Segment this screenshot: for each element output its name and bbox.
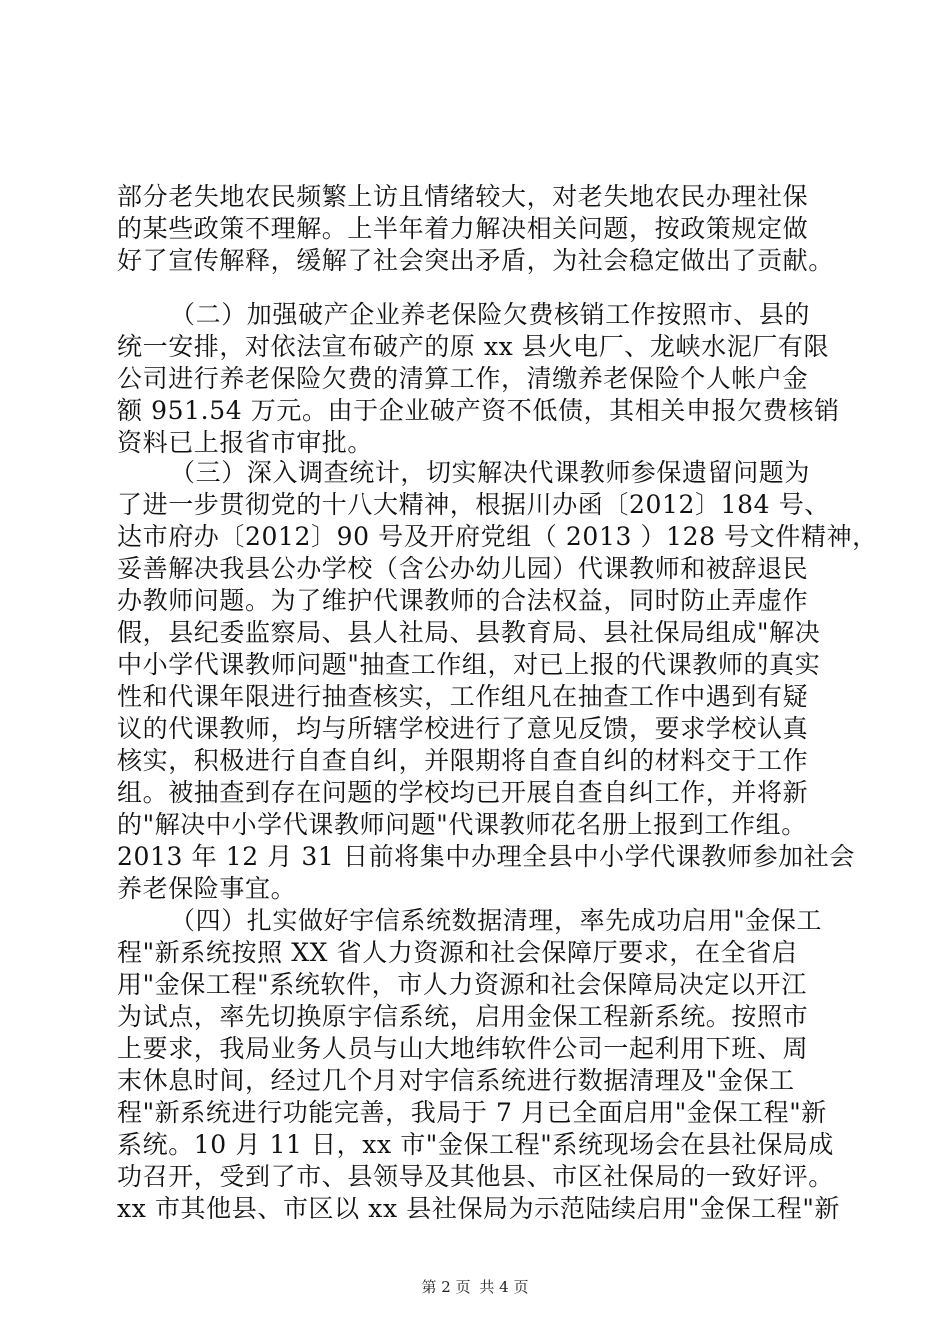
text-line: 用"金保工程"系统软件，市人力资源和社会保障局决定以开江 — [117, 970, 807, 999]
text-line: 中小学代课教师问题"抽查工作组，对已上报的代课教师的真实 — [117, 650, 821, 679]
text-line: 养老保险事宜。 — [117, 874, 297, 903]
page-total: 共 4 页 — [479, 1278, 529, 1296]
text-line: 性和代课年限进行抽查核实，工作组凡在抽查工作中遇到有疑 — [117, 682, 809, 711]
text-line: （二）加强破产企业养老保险欠费核销工作按照市、县的 — [170, 300, 811, 329]
text-line: 程"新系统进行功能完善，我局于 7 月已全面启用"金保工程"新 — [117, 1098, 827, 1127]
text-line: 核实，积极进行自查自纠，并限期将自查自纠的材料交于工作 — [117, 746, 809, 775]
page-number: 第 2 页 — [421, 1278, 471, 1296]
text-line: 资料已上报省市审批。 — [117, 428, 374, 457]
text-line: xx 市其他县、市区以 xx 县社保局为示范陆续启用"金保工程"新 — [117, 1194, 841, 1223]
text-line: 好了宣传解释，缓解了社会突出矛盾，为社会稳定做出了贡献。 — [117, 246, 834, 275]
text-line: 了进一步贯彻党的十八大精神，根据川办函〔2012〕184 号、 — [117, 490, 830, 519]
page-footer — [0, 1276, 950, 1297]
text-line: 议的代课教师，均与所辖学校进行了意见反馈，要求学校认真 — [117, 714, 809, 743]
text-line: 末休息时间，经过几个月对宇信系统进行数据清理及"金保工 — [117, 1066, 795, 1095]
text-line: 组。被抽查到存在问题的学校均已开展自查自纠工作，并将新 — [117, 778, 809, 807]
text-line: 额 951.54 万元。由于企业破产资不低债，其相关申报欠费核销 — [117, 396, 840, 425]
text-line: 公司进行养老保险欠费的清算工作，清缴养老保险个人帐户金 — [117, 364, 809, 393]
text-line: 部分老失地农民频繁上访且情绪较大，对老失地农民办理社保 — [117, 182, 809, 211]
text-line: 的某些政策不理解。上半年着力解决相关问题，按政策规定做 — [117, 214, 809, 243]
text-line: 为试点，率先切换原宇信系统，启用金保工程新系统。按照市 — [117, 1002, 809, 1031]
text-line: 系统。10 月 11 日，xx 市"金保工程"系统现场会在县社保局成 — [117, 1130, 835, 1159]
text-line: 假，县纪委监察局、县人社局、县教育局、县社保局组成"解决 — [117, 618, 821, 647]
text-line: 2013 年 12 月 31 日前将集中办理全县中小学代课教师参加社会 — [117, 842, 855, 871]
text-line: 达市府办〔2012〕90 号及开府党组（ 2013 ）128 号文件精神， — [117, 522, 878, 551]
text-line: 上要求，我局业务人员与山大地纬软件公司一起利用下班、周 — [117, 1034, 809, 1063]
text-line: 程"新系统按照 XX 省人力资源和社会保障厅要求，在全省启 — [117, 938, 798, 967]
text-line: 妥善解决我县公办学校（含公办幼儿园）代课教师和被辞退民 — [117, 554, 809, 583]
text-line: 功召开，受到了市、县领导及其他县、市区社保局的一致好评。 — [117, 1162, 834, 1191]
text-line: 的"解决中小学代课教师问题"代课教师花名册上报到工作组。 — [117, 810, 807, 839]
text-line: 办教师问题。为了维护代课教师的合法权益，同时防止弄虚作 — [117, 586, 809, 615]
text-line: （三）深入调查统计，切实解决代课教师参保遗留问题为 — [170, 458, 811, 487]
text-line: 统一安排，对依法宣布破产的原 xx 县火电厂、龙峡水泥厂有限 — [117, 332, 830, 361]
text-line: （四）扎实做好宇信系统数据清理，率先成功启用"金保工 — [170, 906, 823, 935]
